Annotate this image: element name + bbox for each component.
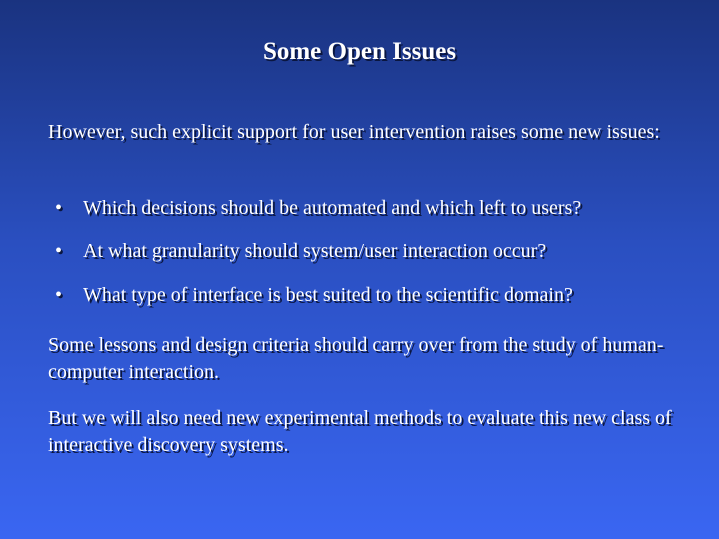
bullet-text: Which decisions should be automated and which left to users? [83, 197, 582, 219]
bullet-text: What type of interface is best suited to the scientific domain? [83, 284, 573, 306]
intro-paragraph: However, such explicit support for user intervention raises some new issues: [48, 121, 660, 143]
bullet-text: At what granularity should system/user interaction occur? [83, 240, 547, 262]
bullet-dot-icon: • [55, 197, 63, 219]
bullet-dot-icon: • [55, 284, 63, 306]
methods-paragraph: But we will also need new experimental methods to evaluate this new class of interactive discovery systems. [48, 407, 672, 456]
bullet-dot-icon: • [55, 240, 63, 262]
lessons-paragraph: Some lessons and design criteria should carry over from the study of human-computer interaction. [48, 334, 664, 383]
slide-title: Some Open Issues [262, 38, 457, 65]
